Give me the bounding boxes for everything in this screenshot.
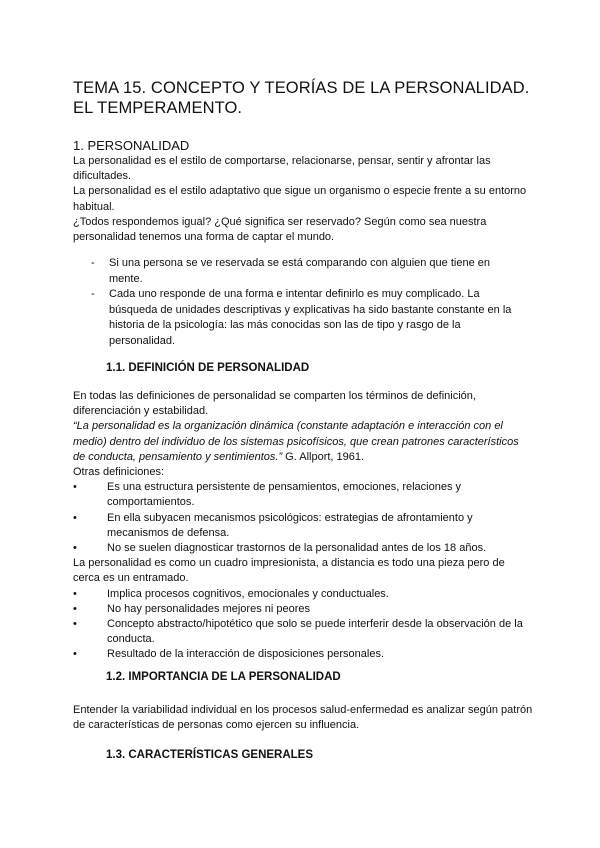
paragraph: En todas las definiciones de personalidad se comparten los términos de definición, diferenciación y estabilidad. — [73, 390, 476, 418]
paragraph: Entender la variabilidad individual en los procesos salud-enfermedad es analizar según patrón de características de personas como ejercen su influencia. — [73, 704, 533, 732]
list-item — [73, 511, 533, 541]
section-1-heading: 1. PERSONALIDAD — [73, 138, 190, 153]
section-1-3-heading: 1.3. CARACTERÍSTICAS GENERALES — [106, 749, 314, 761]
list-item-text: Implica procesos cognitivos, emocionales y conductuales. — [107, 587, 389, 600]
section-1-2-body — [73, 703, 533, 733]
list-item — [73, 541, 533, 556]
list-item — [73, 602, 533, 617]
title-line-1: TEMA 15. CONCEPTO Y TEORÍAS DE LA PERSONALIDAD. — [73, 79, 530, 97]
bullet-marker: • — [73, 587, 77, 600]
bullet-marker: • — [73, 481, 77, 494]
section-1-1-body — [73, 389, 533, 663]
list-item-text: Si una persona se ve reservada se está comparando con alguien que tiene en mente. — [109, 257, 490, 285]
list-item-text: No hay personalidades mejores ni peores — [107, 602, 311, 615]
paragraph: La personalidad es como un cuadro impresionista, a distancia es todo una pieza pero de cerca es un entramado. — [73, 557, 505, 585]
bullet-marker: • — [73, 648, 77, 661]
bullet-marker: • — [73, 602, 77, 615]
quote: “La personalidad es la organización dinámica (constante adaptación e interacción con el medio) dentro del individuo de los sistemas psicofísicos, que crean patrones característicos de conducta, pensamiento y sentimientos.” — [73, 420, 519, 463]
list-item-text: Resultado de la interacción de disposiciones personales. — [107, 648, 385, 661]
dash-marker: - — [91, 257, 95, 269]
list-item-text: No se suelen diagnosticar trastornos de la personalidad antes de los 18 años. — [107, 542, 487, 555]
bullet-marker: • — [73, 511, 77, 524]
bullet-marker: • — [73, 618, 77, 631]
bullet-marker: • — [73, 542, 77, 555]
list-item — [73, 647, 533, 662]
dash-list — [91, 256, 523, 349]
list-item-text: Cada uno responde de una forma e intentar definirlo es muy complicado. La búsqueda de unidades descriptivas y explicativas ha sido bastante constante en la historia de la psicología: las más conocidas son las de tipo y rasgo de la personalidad. — [109, 288, 512, 347]
list-item — [91, 256, 523, 287]
list-item — [91, 287, 523, 349]
paragraph: La personalidad es el estilo de comportarse, relacionarse, pensar, sentir y afrontar las dificultades. — [73, 155, 491, 183]
quote-paragraph — [73, 419, 533, 465]
list-item-text: Concepto abstracto/hipotético que solo se puede interferir desde la observación de la conducta. — [107, 618, 523, 646]
list-item — [73, 617, 533, 647]
title-line-2: EL TEMPERAMENTO. — [73, 99, 243, 117]
list-item-text: Es una estructura persistente de pensamientos, emociones, relaciones y comportamientos. — [107, 481, 462, 509]
section-1-2-heading: 1.2. IMPORTANCIA DE LA PERSONALIDAD — [106, 671, 341, 683]
quote-author: G. Allport, 1961. — [282, 450, 365, 463]
section-1-body — [73, 154, 533, 245]
list-item-text: En ella subyacen mecanismos psicológicos: estrategias de afrontamiento y mecanismos de defensa. — [107, 511, 473, 539]
page-title — [73, 78, 543, 118]
paragraph: Otras definiciones: — [73, 466, 165, 479]
list-item — [73, 587, 533, 602]
dash-marker: - — [91, 288, 95, 300]
section-1-1-heading: 1.1. DEFINICIÓN DE PERSONALIDAD — [106, 362, 310, 374]
paragraph: ¿Todos respondemos igual? ¿Qué significa ser reservado? Según como sea nuestra personalidad tenemos una forma de captar el mundo. — [73, 215, 487, 244]
list-item — [73, 480, 533, 510]
paragraph: La personalidad es el estilo adaptativo que sigue un organismo o especie frente a su entorno habitual. — [73, 185, 527, 213]
